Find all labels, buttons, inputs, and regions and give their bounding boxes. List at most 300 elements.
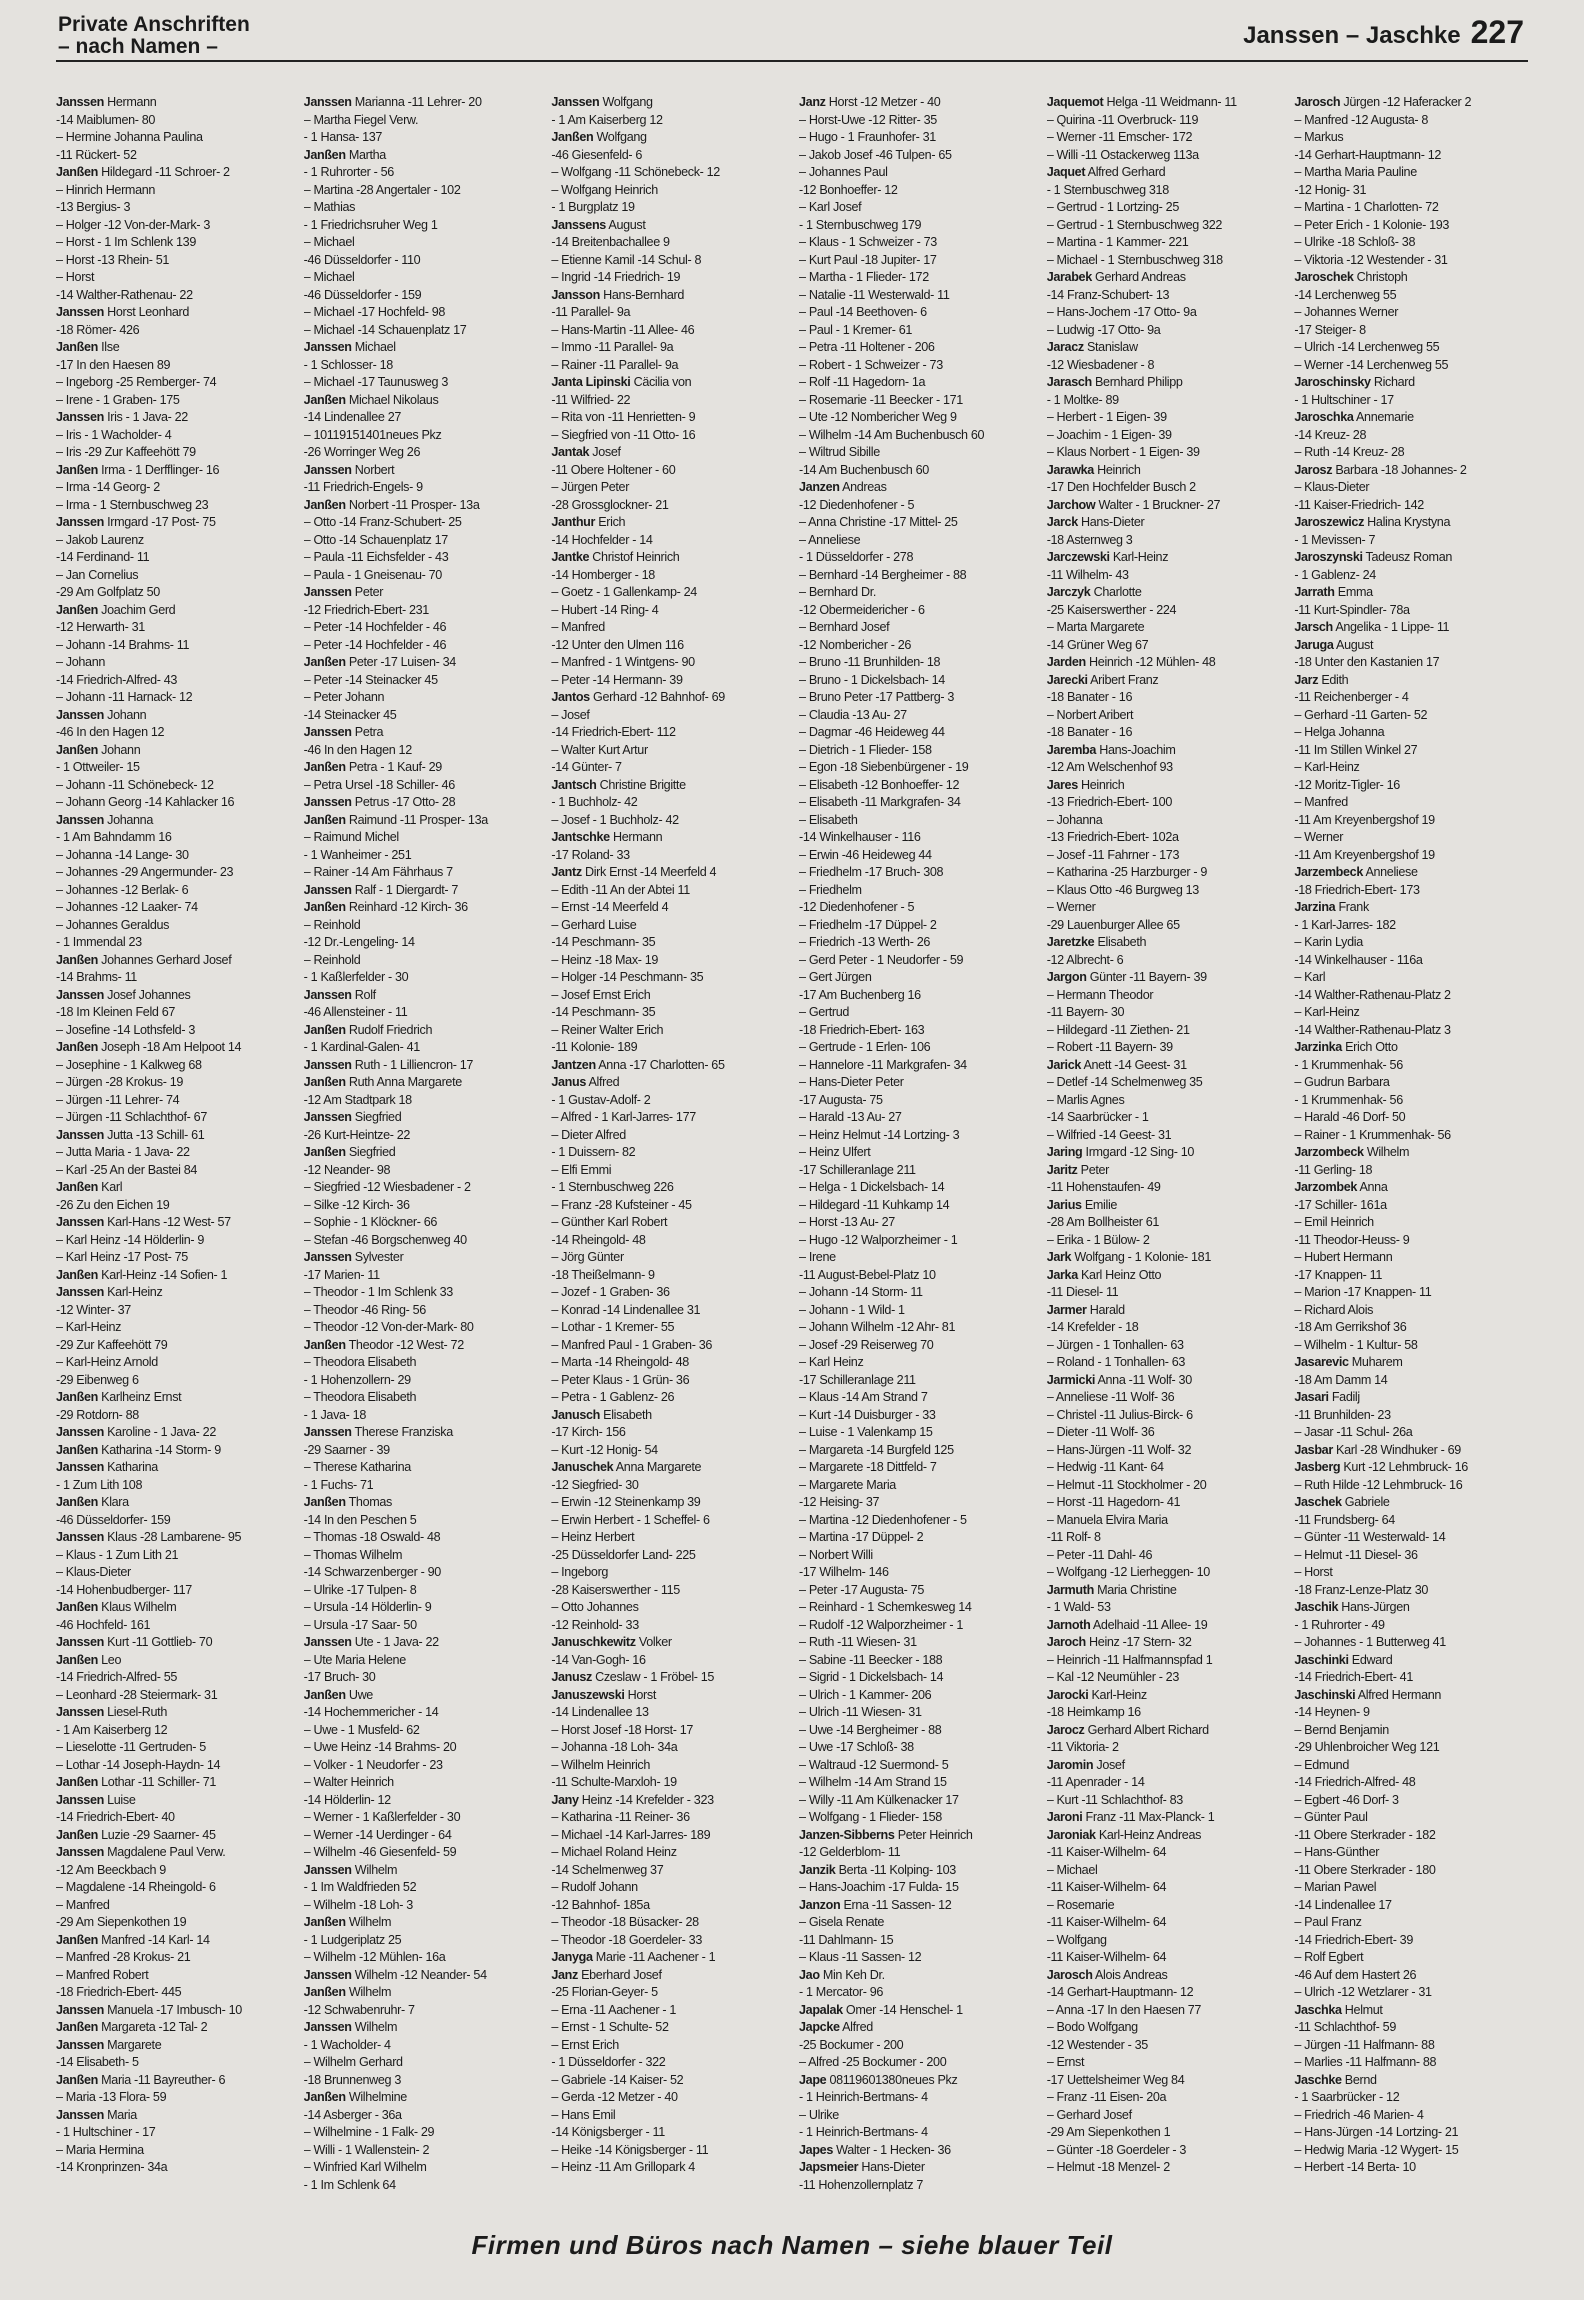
directory-entry: -11 Obere Sterkrader - 182 <box>1294 1827 1436 1842</box>
surname: Jaquet <box>1046 165 1086 179</box>
directory-entry: – Norbert Willi <box>799 1547 873 1562</box>
directory-entry: Jaschik Hans-Jürgen <box>1294 1600 1410 1614</box>
directory-entry: – Jakob Laurenz <box>56 532 144 547</box>
directory-entry: -29 Am Siepenkothen 1 <box>1046 2125 1171 2139</box>
surname: Janßen <box>56 1495 98 1509</box>
directory-entry: -14 Lindenallee 27 <box>303 410 402 424</box>
directory-entry: – Helmut -11 Diesel- 36 <box>1294 1547 1418 1562</box>
directory-entry: – Paula - 1 Gneisenau- 70 <box>303 567 442 582</box>
directory-entry: – Hugo -12 Walporzheimer - 1 <box>799 1232 958 1247</box>
directory-entry: Janssen Klaus -28 Lambarene- 95 <box>56 1530 242 1544</box>
directory-entry: – Ulrich - 1 Kammer- 206 <box>799 1687 932 1702</box>
directory-entry: – Manfred <box>1294 795 1348 809</box>
directory-entry: -11 Im Stillen Winkel 27 <box>1294 742 1418 757</box>
surname: Janyga <box>551 1950 593 1964</box>
surname: Jarchow <box>1046 497 1096 512</box>
directory-entry: - 1 Krummenhak- 56 <box>1294 1057 1403 1072</box>
directory-entry: – Petra Ursel -18 Schiller- 46 <box>303 777 455 792</box>
directory-entry: – Rosemarie -11 Beecker - 171 <box>799 392 963 407</box>
directory-entry: – Jan Cornelius <box>56 567 139 582</box>
directory-entry: – Peter -11 Dahl- 46 <box>1046 1547 1153 1562</box>
directory-entry: - 1 Wacholder- 4 <box>303 2037 391 2052</box>
directory-entry: Janßen Wilhelm <box>303 1915 392 1929</box>
surname: Jaschka <box>1294 2002 1342 2017</box>
directory-entry: – Herbert - 1 Eigen- 39 <box>1046 410 1167 424</box>
surname: Jaruga <box>1294 637 1334 652</box>
directory-entry: Jarasch Bernhard Philipp <box>1046 375 1183 389</box>
directory-entry: – Sabine -11 Beecker - 188 <box>799 1652 943 1667</box>
directory-entry: Janßen Peter -17 Luisen- 34 <box>303 655 456 669</box>
directory-entry: – Erwin Herbert - 1 Scheffel- 6 <box>551 1512 710 1527</box>
surname: Janssen <box>551 95 600 109</box>
directory-entry: -14 Elisabeth- 5 <box>56 2055 139 2069</box>
surname: Januschkewitz <box>551 1635 636 1649</box>
surname: Januszewski <box>551 1687 625 1702</box>
directory-entry: – Margarete -18 Dittfeld- 7 <box>799 1460 937 1474</box>
directory-entry: – Robert - 1 Schweizer - 73 <box>799 357 943 372</box>
surname: Janz <box>551 1967 578 1982</box>
surname: Jarasch <box>1046 375 1092 389</box>
directory-entry: – Edith -11 An der Abtei 11 <box>551 882 690 897</box>
directory-entry: – Wolfgang Heinrich <box>551 182 658 197</box>
directory-entry: – Marion -17 Knappen- 11 <box>1294 1285 1432 1299</box>
directory-entry: – Anna Christine -17 Mittel- 25 <box>799 515 958 529</box>
directory-entry: -18 Brunnenweg 3 <box>303 2072 401 2087</box>
surname: Janssen <box>56 1460 104 1474</box>
directory-entry: – Martina - 1 Charlotten- 72 <box>1294 200 1439 214</box>
directory-entry: – Helmut -18 Menzel- 2 <box>1046 2160 1170 2174</box>
directory-entry: -18 Friedrich-Ebert- 445 <box>56 1985 182 1999</box>
directory-entry: -17 Uettelsheimer Weg 84 <box>1046 2072 1185 2087</box>
directory-entry: – Horst <box>56 270 95 284</box>
directory-entry: – Peter -14 Hermann- 39 <box>551 672 683 687</box>
directory-entry: -12 Reinhold- 33 <box>551 1617 639 1632</box>
directory-entry: -14 Asberger - 36a <box>303 2107 402 2122</box>
directory-entry: -11 Obere Sterkrader - 180 <box>1294 1862 1436 1877</box>
directory-entry: Jaroch Heinz -17 Stern- 32 <box>1046 1635 1192 1649</box>
directory-entry: Jarsch Angelika - 1 Lippe- 11 <box>1294 620 1450 634</box>
directory-entry: -14 Peschmann- 35 <box>551 1005 656 1019</box>
surname: Janssen <box>303 95 352 109</box>
directory-entry: – Theodora Elisabeth <box>303 1355 417 1369</box>
directory-entry: - 1 Ruhrorter - 56 <box>303 165 394 179</box>
surname: Janssen <box>56 1845 104 1859</box>
directory-entry: Jaretzke Elisabeth <box>1046 935 1147 949</box>
directory-entry: – Thomas Wilhelm <box>303 1547 403 1562</box>
surname: Janssen <box>303 585 352 599</box>
directory-entry: – Hans Emil <box>551 2107 616 2122</box>
surname: Janssen <box>56 1792 104 1807</box>
surname: Janssen <box>303 795 352 809</box>
directory-entry: -11 Kaiser-Wilhelm- 64 <box>1046 1845 1167 1859</box>
directory-entry: Jarden Heinrich -12 Mühlen- 48 <box>1046 655 1216 669</box>
directory-entry: – Markus <box>1294 130 1344 144</box>
directory-entry: – Klaus Norbert - 1 Eigen- 39 <box>1046 445 1200 459</box>
directory-entry: -14 Brahms- 11 <box>56 970 137 984</box>
surname: Jarczewski <box>1046 550 1110 564</box>
directory-entry: – Dietrich - 1 Flieder- 158 <box>799 742 932 757</box>
directory-entry: – Iris - 1 Wacholder- 4 <box>56 427 172 442</box>
directory-entry: -14 Maiblumen- 80 <box>56 112 156 127</box>
directory-entry: – Gisela Renate <box>799 1915 885 1929</box>
directory-entry: -11 Kaiser-Friedrich- 142 <box>1294 497 1424 512</box>
directory-entry: Jaschinski Alfred Hermann <box>1294 1687 1442 1702</box>
directory-entry: -12 Wiesbadener - 8 <box>1046 357 1155 372</box>
directory-entry: – Gudrun Barbara <box>1294 1075 1390 1089</box>
directory-entry: – Marta -14 Rheingold- 48 <box>551 1355 689 1369</box>
directory-entry: Janssen Horst Leonhard <box>56 305 190 319</box>
directory-entry: – Heinz Herbert <box>551 1530 635 1544</box>
directory-entry: – Johann -11 Schönebeck- 12 <box>56 777 214 792</box>
directory-entry: Jaring Irmgard -12 Sing- 10 <box>1046 1145 1195 1159</box>
directory-entry: – Manfred -28 Krokus- 21 <box>56 1950 191 1964</box>
directory-entry: Jaroniak Karl-Heinz Andreas <box>1046 1827 1202 1842</box>
directory-entry: - 1 Gablenz- 24 <box>1294 567 1376 582</box>
directory-entry: – Marlis Agnes <box>1046 1092 1125 1107</box>
directory-entry: – Konrad -14 Lindenallee 31 <box>551 1302 701 1317</box>
directory-entry: Janssen Peter <box>303 585 384 599</box>
directory-entry: – Bernhard Dr. <box>799 585 877 599</box>
surname: Jarmicki <box>1046 1372 1096 1387</box>
directory-entry: Janzen-Sibberns Peter Heinrich <box>799 1827 973 1842</box>
directory-entry: – Klaus - 1 Zum Lith 21 <box>56 1547 179 1562</box>
directory-entry: Jarchow Walter - 1 Bruckner- 27 <box>1046 497 1221 512</box>
directory-entry: – Karl-Heinz Arnold <box>56 1355 158 1369</box>
surname: Jarsch <box>1294 620 1333 634</box>
directory-entry: – Franz -28 Kufsteiner - 45 <box>551 1197 692 1212</box>
surname: Jaring <box>1046 1145 1083 1159</box>
directory-entry: – Manfred <box>551 620 605 634</box>
directory-entry: Japes Walter - 1 Hecken- 36 <box>799 2142 951 2157</box>
directory-entry: – Michael -14 Karl-Jarres- 189 <box>551 1827 711 1842</box>
directory-entry: Janssen Norbert <box>303 462 395 477</box>
surname: Jarick <box>1046 1057 1082 1072</box>
directory-entry: – Paul - 1 Kremer- 61 <box>799 322 913 337</box>
directory-entry: -12 Gelderblom- 11 <box>799 1845 901 1859</box>
surname: Jantos <box>551 690 590 704</box>
directory-entry: – Hans-Günther <box>1294 1845 1380 1859</box>
surname: Janssen <box>56 410 104 424</box>
directory-entry: -11 Hohenstaufen- 49 <box>1046 1180 1161 1194</box>
directory-entry: – Michael <box>1046 1862 1098 1877</box>
surname: Janßen <box>56 742 98 757</box>
directory-entry: -11 Parallel- 9a <box>551 305 631 319</box>
directory-entry: Janssen Margarete <box>56 2037 162 2052</box>
directory-entry: – Kurt -11 Schlachthof- 83 <box>1046 1792 1183 1807</box>
directory-entry: - 1 Buchholz- 42 <box>551 795 638 809</box>
directory-entry: -18 Am Damm 14 <box>1294 1372 1388 1387</box>
directory-entry: -12 Diedenhofener - 5 <box>799 497 915 512</box>
directory-entry: – Viktoria -12 Westender - 31 <box>1294 252 1448 267</box>
directory-entry: Janßen Joseph -18 Am Helpoot 14 <box>56 1040 242 1054</box>
directory-entry: -46 Giesenfeld- 6 <box>551 147 642 162</box>
directory-entry: – Robert -11 Bayern- 39 <box>1046 1040 1173 1054</box>
surname: Janssen <box>56 987 104 1002</box>
directory-entry: -12 Siegfried- 30 <box>551 1477 639 1492</box>
directory-entry: Jarzina Frank <box>1294 900 1369 914</box>
directory-entry: – Johanna -18 Loh- 34a <box>551 1740 678 1754</box>
surname: Janßen <box>303 1915 346 1929</box>
directory-entry: – Bodo Wolfgang <box>1046 2020 1138 2034</box>
directory-entry: – Gerhard Luise <box>551 917 637 932</box>
directory-entry: Janta Lipinski Cäcilia von <box>551 375 692 389</box>
directory-entry: – Klaus - 1 Schweizer - 73 <box>799 235 937 249</box>
directory-entry: – Ruth Hilde -12 Lehmbruck- 16 <box>1294 1477 1463 1492</box>
directory-entry: – Rainer - 1 Krummenhak- 56 <box>1294 1127 1451 1142</box>
directory-entry: – Horst -13 Rhein- 51 <box>56 252 170 267</box>
surname: Japcke <box>799 2020 840 2034</box>
directory-entry: – Horst -11 Hagedorn- 41 <box>1046 1495 1181 1509</box>
directory-entry: – Heinz -11 Am Grillopark 4 <box>551 2160 695 2174</box>
directory-entry: – Uwe -17 Schloß- 38 <box>799 1740 914 1754</box>
directory-entry: Janßen Leo <box>56 1652 122 1667</box>
surname: Janssen <box>56 1530 104 1544</box>
directory-entry: - 1 Wanheimer - 251 <box>303 847 412 862</box>
directory-entry: -12 Diedenhofener - 5 <box>799 900 915 914</box>
directory-entry: – Dieter -11 Wolf- 36 <box>1046 1425 1155 1439</box>
directory-entry: Jaracz Stanislaw <box>1046 340 1138 354</box>
directory-entry: – Hans-Joachim -17 Fulda- 15 <box>799 1880 959 1894</box>
directory-entry: – Theodor -18 Büsacker- 28 <box>551 1915 699 1929</box>
directory-entry: – Richard Alois <box>1294 1302 1374 1317</box>
directory-entry: – Klaus-Dieter <box>1294 480 1370 494</box>
directory-entry: Jaroszewicz Halina Krystyna <box>1294 515 1451 529</box>
surname: Jarocki <box>1046 1687 1089 1702</box>
directory-entry: – Rolf Egbert <box>1294 1950 1364 1964</box>
directory-entry: -12 Heising- 37 <box>799 1495 880 1509</box>
directory-entry: – Josephine - 1 Kalkweg 68 <box>56 1057 202 1072</box>
directory-entry: Janssens August <box>551 217 646 232</box>
directory-entry: – Hermine Johanna Paulina <box>56 130 203 144</box>
directory-entry: – Hildegard -11 Kuhkamp 14 <box>799 1197 950 1212</box>
directory-entry: - 1 Im Schlenk 64 <box>303 2177 396 2192</box>
directory-entry: – Bernd Benjamin <box>1294 1722 1389 1737</box>
directory-entry: – Marlies -11 Halfmann- 88 <box>1294 2055 1437 2069</box>
surname: Janssen <box>56 2107 104 2122</box>
directory-entry: – Hermann Theodor <box>1046 987 1154 1002</box>
directory-entry: – Therese Katharina <box>303 1460 411 1474</box>
directory-entry: -12 Friedrich-Ebert- 231 <box>303 602 429 617</box>
directory-entry: Janssen Josef Johannes <box>56 987 191 1002</box>
directory-entry: -14 Winkelhauser - 116a <box>1294 952 1423 967</box>
directory-entry: -14 Saarbrücker - 1 <box>1046 1110 1149 1124</box>
surname: Janusz <box>551 1670 592 1684</box>
directory-entry: – Wilhelm -12 Mühlen- 16a <box>303 1950 446 1964</box>
directory-entry: -14 Hölderlin- 12 <box>303 1792 391 1807</box>
directory-entry: – Martha Fiegel Verw. <box>303 112 419 127</box>
directory-entry: – Jürgen -11 Halfmann- 88 <box>1294 2037 1435 2052</box>
directory-entry: Janssen Ute - 1 Java- 22 <box>303 1635 439 1649</box>
directory-entry: -14 Friedrich-Alfred- 55 <box>56 1670 178 1684</box>
directory-entry: – Hans-Jochem -17 Otto- 9a <box>1046 305 1197 319</box>
directory-entry: – Ernst Erich <box>551 2037 619 2052</box>
directory-entry: -13 Friedrich-Ebert- 100 <box>1046 795 1172 809</box>
directory-entry: -14 Kreuz- 28 <box>1294 427 1367 442</box>
directory-entry: – Johann Georg -14 Kahlacker 16 <box>56 795 235 809</box>
directory-entry: - 1 Moltke- 89 <box>1046 392 1119 407</box>
directory-entry: Jaschek Gabriele <box>1294 1495 1390 1509</box>
directory-entry: – Silke -12 Kirch- 36 <box>303 1197 410 1212</box>
directory-entry: -12 Bonhoeffer- 12 <box>799 182 898 197</box>
directory-entry: – Erika - 1 Bülow- 2 <box>1046 1232 1150 1247</box>
directory-entry: – Bernhard -14 Bergheimer - 88 <box>799 567 967 582</box>
surname: Jasbar <box>1294 1442 1333 1457</box>
directory-entry: Jarmuth Maria Christine <box>1046 1582 1177 1597</box>
directory-entry: – Rita von -11 Henrietten- 9 <box>551 410 696 424</box>
directory-entry: -28 Grossglockner- 21 <box>551 497 669 512</box>
directory-entry: – Ulrike -17 Tulpen- 8 <box>303 1582 417 1597</box>
directory-entry: -12 Unter den Ulmen 116 <box>551 637 684 652</box>
directory-entry: -29 Uhlenbroicher Weg 121 <box>1294 1740 1440 1754</box>
directory-entry: Jaroschinsky Richard <box>1294 375 1415 389</box>
directory-entry: - 1 Karl-Jarres- 182 <box>1294 917 1396 932</box>
directory-entry: – Emil Heinrich <box>1294 1215 1374 1229</box>
surname: Janßen <box>56 1267 98 1282</box>
directory-entry: Jarczyk Charlotte <box>1046 585 1142 599</box>
directory-entry: – Bruno Peter -17 Pattberg- 3 <box>799 690 955 704</box>
directory-entry: – Kal -12 Neumühler - 23 <box>1046 1670 1179 1684</box>
directory-entry: – Goetz - 1 Gallenkamp- 24 <box>551 585 697 599</box>
directory-entry: – Johanna -14 Lange- 30 <box>56 847 189 862</box>
directory-entry: – Joachim - 1 Eigen- 39 <box>1046 427 1172 442</box>
surname: Janßen <box>303 2090 346 2104</box>
surname: Jaremba <box>1046 742 1097 757</box>
directory-entry: – Hubert Hermann <box>1294 1250 1393 1264</box>
directory-entry: – Siegfried von -11 Otto- 16 <box>551 427 696 442</box>
directory-entry: Janssen Wolfgang <box>551 95 653 109</box>
directory-entry: – Franz -11 Eisen- 20a <box>1046 2090 1167 2104</box>
directory-entry: -11 Schulte-Marxloh- 19 <box>551 1775 677 1789</box>
directory-entry: -14 Günter- 7 <box>551 760 622 774</box>
directory-entry: – Reiner Walter Erich <box>551 1022 664 1037</box>
directory-entry: – Ulrike -18 Schloß- 38 <box>1294 235 1416 249</box>
directory-entry: – Ruth -11 Wiesen- 31 <box>799 1635 917 1649</box>
directory-entry: – Karl -25 An der Bastei 84 <box>56 1162 198 1177</box>
directory-entry: -12 Moritz-Tigler- 16 <box>1294 777 1400 792</box>
directory-entry: -14 Hochemmericher - 14 <box>303 1705 439 1719</box>
surname: Janssen <box>56 1215 104 1229</box>
directory-entry: -11 Apenrader - 14 <box>1046 1775 1145 1789</box>
directory-entry: – Maria Hermina <box>56 2142 144 2157</box>
directory-entry: -12 Am Beeckbach 9 <box>56 1862 166 1877</box>
surname: Jantzen <box>551 1057 596 1072</box>
surname: Jaschek <box>1294 1495 1342 1509</box>
directory-entry: – Johannes -12 Laaker- 74 <box>56 900 198 914</box>
directory-entry: – Werner <box>1046 900 1096 914</box>
directory-entry: Janssen Wilhelm <box>303 2020 398 2034</box>
directory-entry: – Klaus-Dieter <box>56 1565 131 1579</box>
directory-entry: – Willy -11 Am Külkenacker 17 <box>799 1792 959 1807</box>
directory-entry: Janßen Ruth Anna Margarete <box>303 1075 462 1089</box>
directory-entry: – Klaus Otto -46 Burgweg 13 <box>1046 882 1199 897</box>
surname: Jarz <box>1294 672 1319 687</box>
surname: Janßen <box>56 1442 98 1457</box>
directory-entry: -28 Kaiserswerther - 115 <box>551 1582 680 1597</box>
directory-entry: – Jasar -11 Schul- 26a <box>1294 1425 1413 1439</box>
section-heading-line2: – nach Namen – <box>58 35 218 58</box>
directory-entry: – Sigrid - 1 Dickelsbach- 14 <box>799 1670 944 1684</box>
directory-columns <box>56 94 1532 2219</box>
directory-entry: -17 Am Buchenberg 16 <box>799 987 921 1002</box>
directory-entry: Jaquemot Helga -11 Weidmann- 11 <box>1046 95 1237 109</box>
directory-entry: -14 Breitenbachallee 9 <box>551 235 670 249</box>
directory-entry: – Ernst <box>1046 2055 1085 2069</box>
directory-entry: – Hans-Jürgen -14 Lortzing- 21 <box>1294 2125 1459 2139</box>
directory-entry: Jaschke Bernd <box>1294 2072 1377 2087</box>
directory-entry: – Michael <box>303 235 355 249</box>
footer-note: Firmen und Büros nach Namen – siehe blauer Teil <box>471 2230 1113 2260</box>
directory-entry: Janssen Marianna -11 Lehrer- 20 <box>303 95 482 109</box>
directory-entry: – Mathias <box>303 200 356 214</box>
surname: Jark <box>1046 1250 1072 1264</box>
directory-entry: Janssen Irmgard -17 Post- 75 <box>56 515 216 529</box>
directory-entry: – Johann -11 Harnack- 12 <box>56 690 193 704</box>
directory-entry: – Detlef -14 Schelmenweg 35 <box>1046 1075 1203 1089</box>
directory-entry: – Siegfried -12 Wiesbadener - 2 <box>303 1180 471 1194</box>
directory-entry: Janzon Erna -11 Sassen- 12 <box>799 1897 952 1912</box>
directory-entry: Janßen Karlheinz Ernst <box>56 1390 182 1404</box>
directory-entry: Janssen Wilhelm <box>303 1862 398 1877</box>
directory-entry: – Ruth -14 Kreuz- 28 <box>1294 445 1405 459</box>
surname: Janzen <box>799 480 840 494</box>
directory-entry: – Gertrud - 1 Sternbuschweg 322 <box>1046 217 1223 232</box>
surname: Jarmuth <box>1046 1582 1094 1597</box>
directory-entry: -46 Auf dem Hastert 26 <box>1294 1967 1417 1982</box>
directory-column-6 <box>1294 94 1532 2219</box>
directory-entry: -18 Banater - 16 <box>1046 725 1133 739</box>
directory-entry: – Peter -14 Hochfelder - 46 <box>303 637 447 652</box>
surname: Janßen <box>303 497 346 512</box>
directory-entry: -17 Steiger- 8 <box>1294 322 1366 337</box>
directory-entry: Janßen Irma - 1 Derfflinger- 16 <box>56 462 220 477</box>
directory-entry: – Karin Lydia <box>1294 935 1363 949</box>
directory-entry: – Karl Josef <box>799 200 862 214</box>
directory-entry: Janzen Andreas <box>799 480 887 494</box>
directory-entry: - 1 Sternbuschweg 179 <box>799 217 922 232</box>
surname: Jarka <box>1046 1267 1078 1282</box>
directory-entry: – Alfred -25 Bockumer - 200 <box>799 2055 947 2069</box>
directory-entry: - 1 Hansa- 137 <box>303 130 383 144</box>
directory-entry: Janssen Therese Franziska <box>303 1425 453 1439</box>
surname: Janßen <box>303 655 346 669</box>
surname: Jantz <box>551 865 582 879</box>
directory-entry: – Elfi Emmi <box>551 1162 612 1177</box>
directory-entry: – Uwe Heinz -14 Brahms- 20 <box>303 1740 457 1754</box>
directory-entry: Janssen Sylvester <box>303 1250 404 1264</box>
surname: Janßen <box>56 165 98 179</box>
directory-entry: – Herbert -14 Berta- 10 <box>1294 2160 1416 2174</box>
directory-entry: – Günter Paul <box>1294 1810 1368 1824</box>
surname: Jaretzke <box>1046 935 1095 949</box>
surname: Jantak <box>551 445 590 459</box>
directory-entry: -14 Walther-Rathenau-Platz 2 <box>1294 987 1451 1002</box>
surname: Jaschinki <box>1294 1652 1349 1667</box>
directory-entry: -18 Unter den Kastanien 17 <box>1294 655 1440 669</box>
directory-entry: – Karl Heinz -17 Post- 75 <box>56 1250 188 1264</box>
directory-entry: – Karl Heinz -14 Hölderlin- 9 <box>56 1232 205 1247</box>
directory-entry: – Johann Wilhelm -12 Ahr- 81 <box>799 1320 956 1334</box>
directory-entry: – Bruno -11 Brunhilden- 18 <box>799 655 941 669</box>
directory-entry: -14 Ferdinand- 11 <box>56 550 150 564</box>
directory-entry: Jarocz Gerhard Albert Richard <box>1046 1722 1209 1737</box>
directory-entry: – Ute -12 Nombericher Weg 9 <box>799 410 957 424</box>
surname: Japalak <box>799 2002 843 2017</box>
directory-entry: – Werner -14 Lerchenweg 55 <box>1294 357 1449 372</box>
directory-entry: – Rolf -11 Hagedorn- 1a <box>799 375 926 389</box>
surname: Jansson <box>551 287 600 302</box>
directory-entry: Janssen Ruth - 1 Lilliencron- 17 <box>303 1057 474 1072</box>
directory-entry: -14 Steinacker 45 <box>303 707 397 722</box>
